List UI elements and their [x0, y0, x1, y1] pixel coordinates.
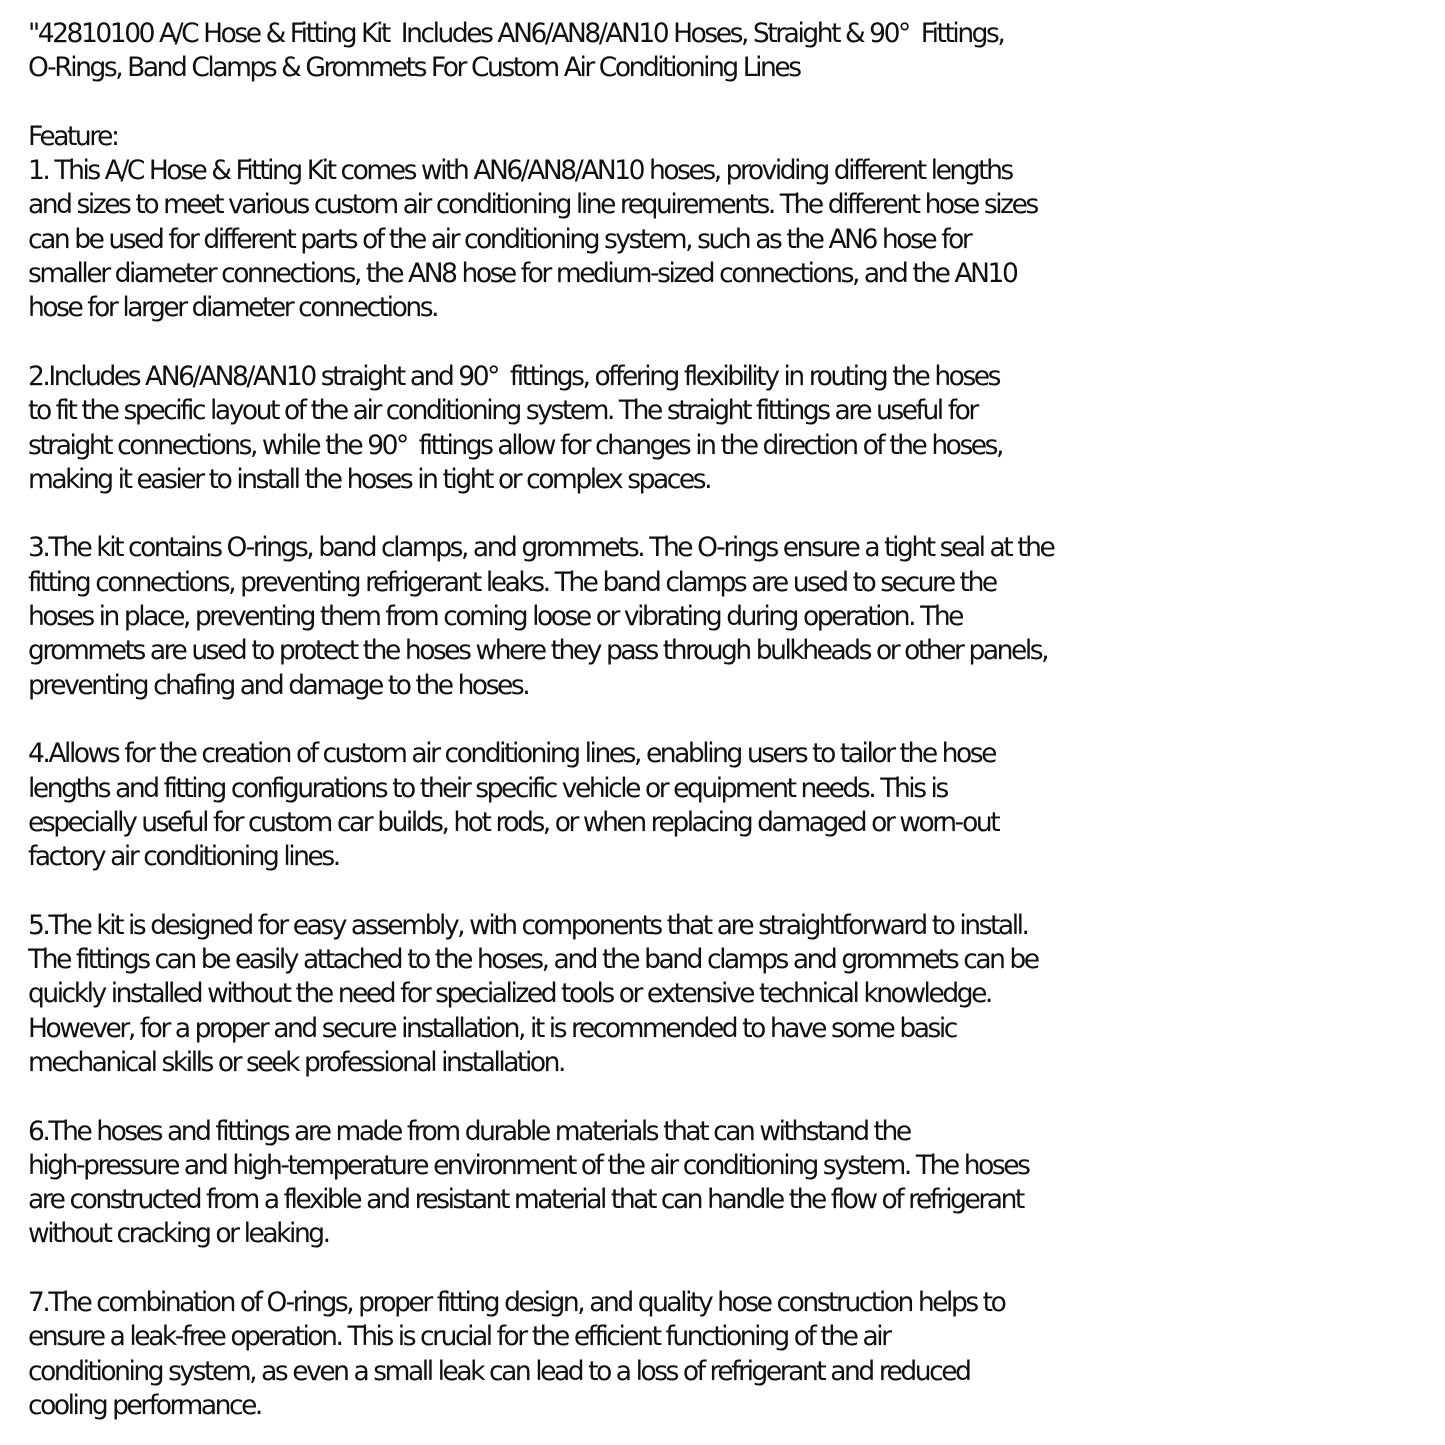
- feature-line: are constructed from a flexible and resistant material that can handle the flow of refrigerant: [28, 1184, 1023, 1216]
- spacer: [28, 703, 1433, 737]
- feature-line: high-pressure and high-temperature environment of the air conditioning system. The hoses: [28, 1149, 1029, 1181]
- spacer: [28, 86, 1433, 120]
- feature-line: fitting connections, preventing refrigerant leaks. The band clamps are used to secure the: [28, 566, 996, 598]
- feature-line: 1. This A/C Hose & Fitting Kit comes with AN6/AN8/AN10 hoses, providing different lengths: [28, 155, 1012, 187]
- feature-item-3: [28, 531, 1433, 702]
- title-line: O-Rings, Band Clamps & Grommets For Custom Air Conditioning Lines: [28, 52, 800, 84]
- feature-item-6: [28, 1115, 1433, 1252]
- feature-line: conditioning system, as even a small leak can lead to a loss of refrigerant and reduced: [28, 1355, 970, 1387]
- feature-line: 4.Allows for the creation of custom air conditioning lines, enabling users to tailor the hose: [28, 738, 995, 770]
- feature-line: grommets are used to protect the hoses where they pass through bulkheads or other panels,: [28, 635, 1048, 667]
- feature-line: and sizes to meet various custom air conditioning line requirements. The different hose sizes: [28, 189, 1037, 221]
- feature-line: without cracking or leaking.: [28, 1218, 329, 1250]
- title-line: "42810100 A/C Hose & Fitting Kit Includes AN6/AN8/AN10 Hoses, Straight & 90° Fittings,: [28, 18, 1004, 49]
- feature-line: making it easier to install the hoses in tight or complex spaces.: [28, 463, 711, 495]
- feature-line: smaller diameter connections, the AN8 hose for medium-sized connections, and the AN10: [28, 258, 1017, 290]
- feature-line: mechanical skills or seek professional installation.: [28, 1046, 564, 1078]
- spacer: [28, 497, 1433, 531]
- feature-line: lengths and fitting configurations to their specific vehicle or equipment needs. This is: [28, 772, 947, 804]
- feature-line: 2.Includes AN6/AN8/AN10 straight and 90° fittings, offering flexibility in routing the hoses: [28, 360, 1000, 392]
- feature-line: can be used for different parts of the air conditioning system, such as the AN6 hose for: [28, 223, 971, 255]
- feature-line: straight connections, while the 90° fittings allow for changes in the direction of the hoses,: [28, 429, 1002, 461]
- feature-heading: Feature:: [28, 120, 118, 152]
- spacer: [28, 1080, 1433, 1114]
- feature-line: hoses in place, preventing them from coming loose or vibrating during operation. The: [28, 601, 963, 633]
- feature-line: The fittings can be easily attached to the hoses, and the band clamps and grommets can be: [28, 944, 1038, 976]
- feature-line: However, for a proper and secure installation, it is recommended to have some basic: [28, 1012, 956, 1044]
- product-title: [28, 17, 1433, 86]
- feature-item-1: [28, 154, 1433, 325]
- feature-line: to fit the specific layout of the air conditioning system. The straight fittings are useful for: [28, 395, 977, 427]
- product-description: [28, 17, 1433, 1423]
- feature-line: 6.The hoses and fittings are made from durable materials that can withstand the: [28, 1115, 910, 1147]
- feature-line: 3.The kit contains O-rings, band clamps, and grommets. The O-rings ensure a tight seal at the: [28, 532, 1054, 564]
- feature-line: 5.The kit is designed for easy assembly, with components that are straightforward to install.: [28, 909, 1028, 941]
- feature-line: factory air conditioning lines.: [28, 841, 339, 873]
- spacer: [28, 874, 1433, 908]
- feature-item-7: [28, 1286, 1433, 1423]
- feature-line: preventing chafing and damage to the hoses.: [28, 669, 529, 701]
- feature-line: especially useful for custom car builds, hot rods, or when replacing damaged or worn-out: [28, 806, 999, 838]
- feature-line: quickly installed without the need for specialized tools or extensive technical knowledge.: [28, 978, 991, 1010]
- feature-item-5: [28, 909, 1433, 1080]
- spacer: [28, 326, 1433, 360]
- spacer: [28, 1252, 1433, 1286]
- feature-line: 7.The combination of O-rings, proper fitting design, and quality hose construction helps to: [28, 1286, 1005, 1318]
- feature-item-4: [28, 737, 1433, 874]
- feature-item-2: [28, 360, 1433, 497]
- feature-line: cooling performance.: [28, 1389, 261, 1421]
- feature-line: ensure a leak-free operation. This is crucial for the efficient functioning of the air: [28, 1321, 890, 1353]
- feature-line: hose for larger diameter connections.: [28, 292, 438, 324]
